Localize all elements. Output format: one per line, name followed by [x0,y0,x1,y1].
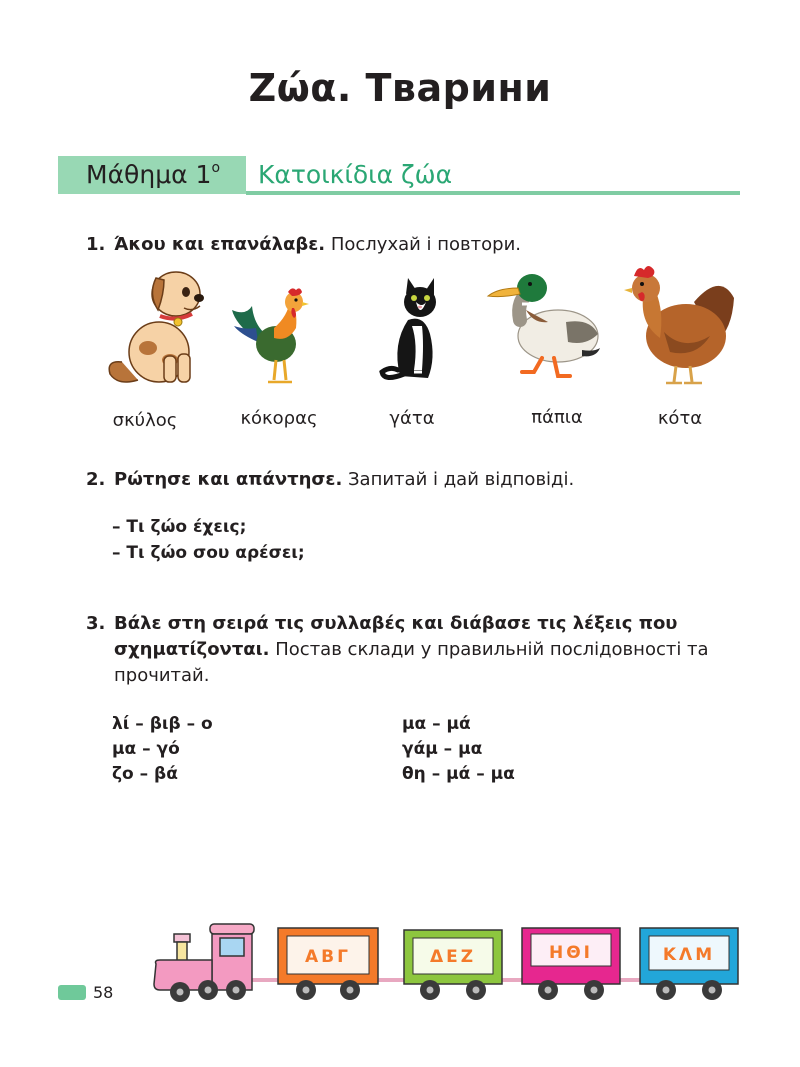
duck-icon [486,264,606,382]
page-title: Ζώα. Тварини [248,66,552,110]
hen-icon [624,262,736,386]
task-number: 1. [86,234,106,255]
wagon-ithi [522,928,620,1000]
wagon-dez [404,930,502,1000]
task-instruction-ukrainian: Запитай і дай відповіді. [342,469,575,490]
locomotive [154,924,254,1002]
syllable-item: γάμ – μα [402,739,483,759]
dialog-line: – Τι ζώο σου αρέσει; [112,543,305,563]
page-number-tab [58,985,86,1000]
dialog-line: – Τι ζώο έχεις; [112,517,247,537]
wagon-label: ΚΛΜ [662,945,716,965]
wagon-label: ΔΕΖ [429,947,477,967]
lesson-header [58,156,740,196]
wagon-label: ΗΘΙ [548,943,594,963]
lesson-number-box [58,156,246,194]
task-instruction-greek: Βάλε στη σειρά τις συλλαβές και διάβασε τις λέξεις που [114,613,678,634]
task-instruction-greek: Άκου και επανάλαβε. [114,234,326,255]
task-2-instruction [86,467,766,493]
train-icon [150,918,742,1004]
animal-label: κόκορας [240,408,318,429]
page-number: 58 [93,983,114,1002]
lesson-name: Κατοικίδια ζώα [258,160,453,189]
lesson-underline [246,191,740,195]
task-instruction-greek-cont: σχηματίζονται. [114,639,270,660]
syllable-item: μα – μά [402,714,471,734]
task-number: 3. [86,613,106,634]
syllable-item: λί – βιβ – ο [112,714,213,734]
task-instruction-ukrainian: Послухай і повтори. [325,234,522,255]
syllable-item: ζο – βά [112,764,178,784]
lesson-ordinal: ο [211,159,221,176]
syllable-item: μα – γό [112,739,180,759]
syllable-item: θη – μά – μα [402,764,515,784]
task-number: 2. [86,469,106,490]
task-instruction-ukrainian-cont: прочитай. [114,665,210,686]
animal-label: κότα [657,408,703,429]
cat-icon [378,274,448,384]
wagon-klm [640,928,738,1000]
animal-label: σκύλος [112,410,178,431]
task-instruction-ukrainian: Постав склади у правильній послідовності та [269,639,709,660]
task-1-instruction [86,232,766,258]
animal-label: πάπια [531,407,583,428]
rooster-icon [228,286,310,388]
task-instruction-greek: Ρώτησε και απάντησε. [114,469,343,490]
wagon-abg [278,928,378,1000]
wagon-label: ΑΒΓ [305,947,351,967]
dog-icon [104,264,212,388]
lesson-number: Μάθημα $1^o$ [86,159,221,189]
animal-label: γάτα [389,408,435,429]
task-3-instruction [86,611,776,691]
